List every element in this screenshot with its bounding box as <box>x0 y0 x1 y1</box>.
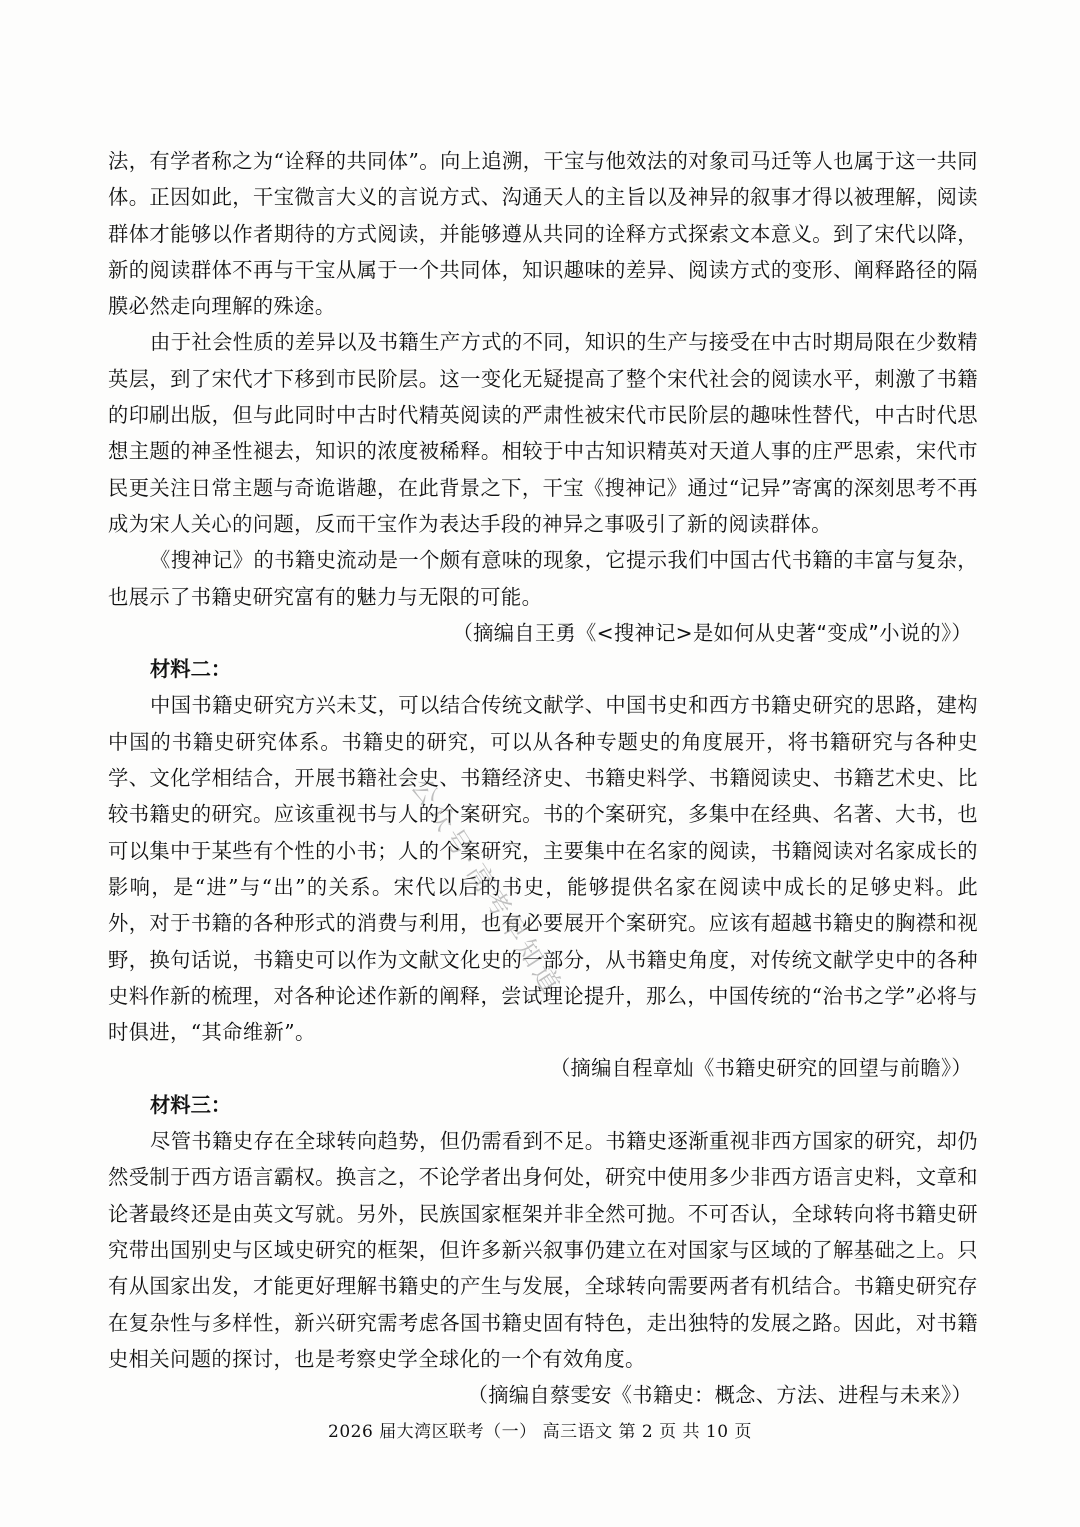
paragraph: 中国书籍史研究方兴未艾，可以结合传统文献学、中国书史和西方书籍史研究的思路，建构中国的书籍史研究体系。书籍史的研究，可以从各种专题史的角度展开，将书籍研究与各种史学、文化学相结合，开展书籍社会史、书籍经济史、书籍史料学、书籍阅读史、书籍艺术史、比较书籍史的研究。应该重视书与人的个案研究。书的个案研究，多集中在经典、名著、大书，也可以集中于某些有个性的小书；人的个案研究，主要集中在名家的阅读，书籍阅读对名家成长的影响，是“进”与“出”的关系。宋代以后的书史，能够提供名家在阅读中成长的足够史料。此外，对于书籍的各种形式的消费与利用，也有必要展开个案研究。应该有超越书籍史的胸襟和视野，换句话说，书籍史可以作为文献文化史的一部分，从书籍史角度，对传统文献学史中的各种史料作新的梳理，对各种论述作新的阐释，尝试理论提升，那么，中国传统的“治书之学”必将与时俱进，“其命维新”。 <box>108 693 978 1045</box>
watermark: 公众号·高考早知道 <box>404 773 568 1002</box>
paragraph: 由于社会性质的差异以及书籍生产方式的不同，知识的生产与接受在中古时期局限在少数精英层，到了宋代才下移到市民阶层。这一变化无疑提高了整个宋代社会的阅读水平，刺激了书籍的印刷出版，但与此同时中古时代精英阅读的严肃性被宋代市民阶层的趣味性替代，中古时代思想主题的神圣性褪去，知识的浓度被稀释。相较于中古知识精英对天道人事的庄严思索，宋代市民更关注日常主题与奇诡谐趣，在此背景之下，干宝《搜神记》通过“记异”寄寓的深刻思考不再成为宋人关心的问题，反而干宝作为表达手段的神异之事吸引了新的阅读群体。 <box>108 330 978 536</box>
source-citation: （摘编自程章灿《书籍史研究的回望与前瞻》） <box>549 1056 972 1081</box>
source-citation: （摘编自蔡雯安《书籍史：概念、方法、进程与未来》） <box>467 1383 972 1408</box>
source-citation: （摘编自王勇《<搜神记>是如何从史著“变成”小说的》） <box>452 620 972 645</box>
paragraph-continuation: 法，有学者称之为“诠释的共同体”。向上追溯，干宝与他效法的对象司马迁等人也属于这一共同体。正因如此，干宝微言大义的言说方式、沟通天人的主旨以及神异的叙事才得以被理解，阅读群体才能够以作者期待的方式阅读，并能够遵从共同的诠释方式探索文本意义。到了宋代以降，新的阅读群体不再与干宝从属于一个共同体，知识趣味的差异、阅读方式的变形、阐释路径的隔膜必然走向理解的殊途。 <box>108 149 978 319</box>
page-content <box>108 143 978 1413</box>
paragraph: 《搜神记》的书籍史流动是一个颇有意味的现象，它提示我们中国古代书籍的丰富与复杂，也展示了书籍史研究富有的魅力与无限的可能。 <box>108 548 978 609</box>
page-footer: 2026 届大湾区联考（一） 高三语文 第 2 页 共 10 页 <box>328 1422 752 1442</box>
paragraph: 尽管书籍史存在全球转向趋势，但仍需看到不足。书籍史逐渐重视非西方国家的研究，却仍然受制于西方语言霸权。换言之，不论学者出身何处，研究中使用多少非西方语言史料，文章和论著最终还是由英文写就。另外，民族国家框架并非全然可抛。不可否认，全球转向将书籍史研究带出国别史与区域史研究的框架，但许多新兴叙事仍建立在对国家与区域的了解基础之上。只有从国家出发，才能更好理解书籍史的产生与发展，全球转向需要两者有机结合。书籍史研究存在复杂性与多样性，新兴研究需考虑各国书籍史固有特色，走出独特的发展之路。因此，对书籍史相关问题的探讨，也是考察史学全球化的一个有效角度。 <box>108 1129 978 1371</box>
material-heading: 材料二： <box>150 657 232 682</box>
material-heading: 材料三： <box>150 1092 232 1117</box>
